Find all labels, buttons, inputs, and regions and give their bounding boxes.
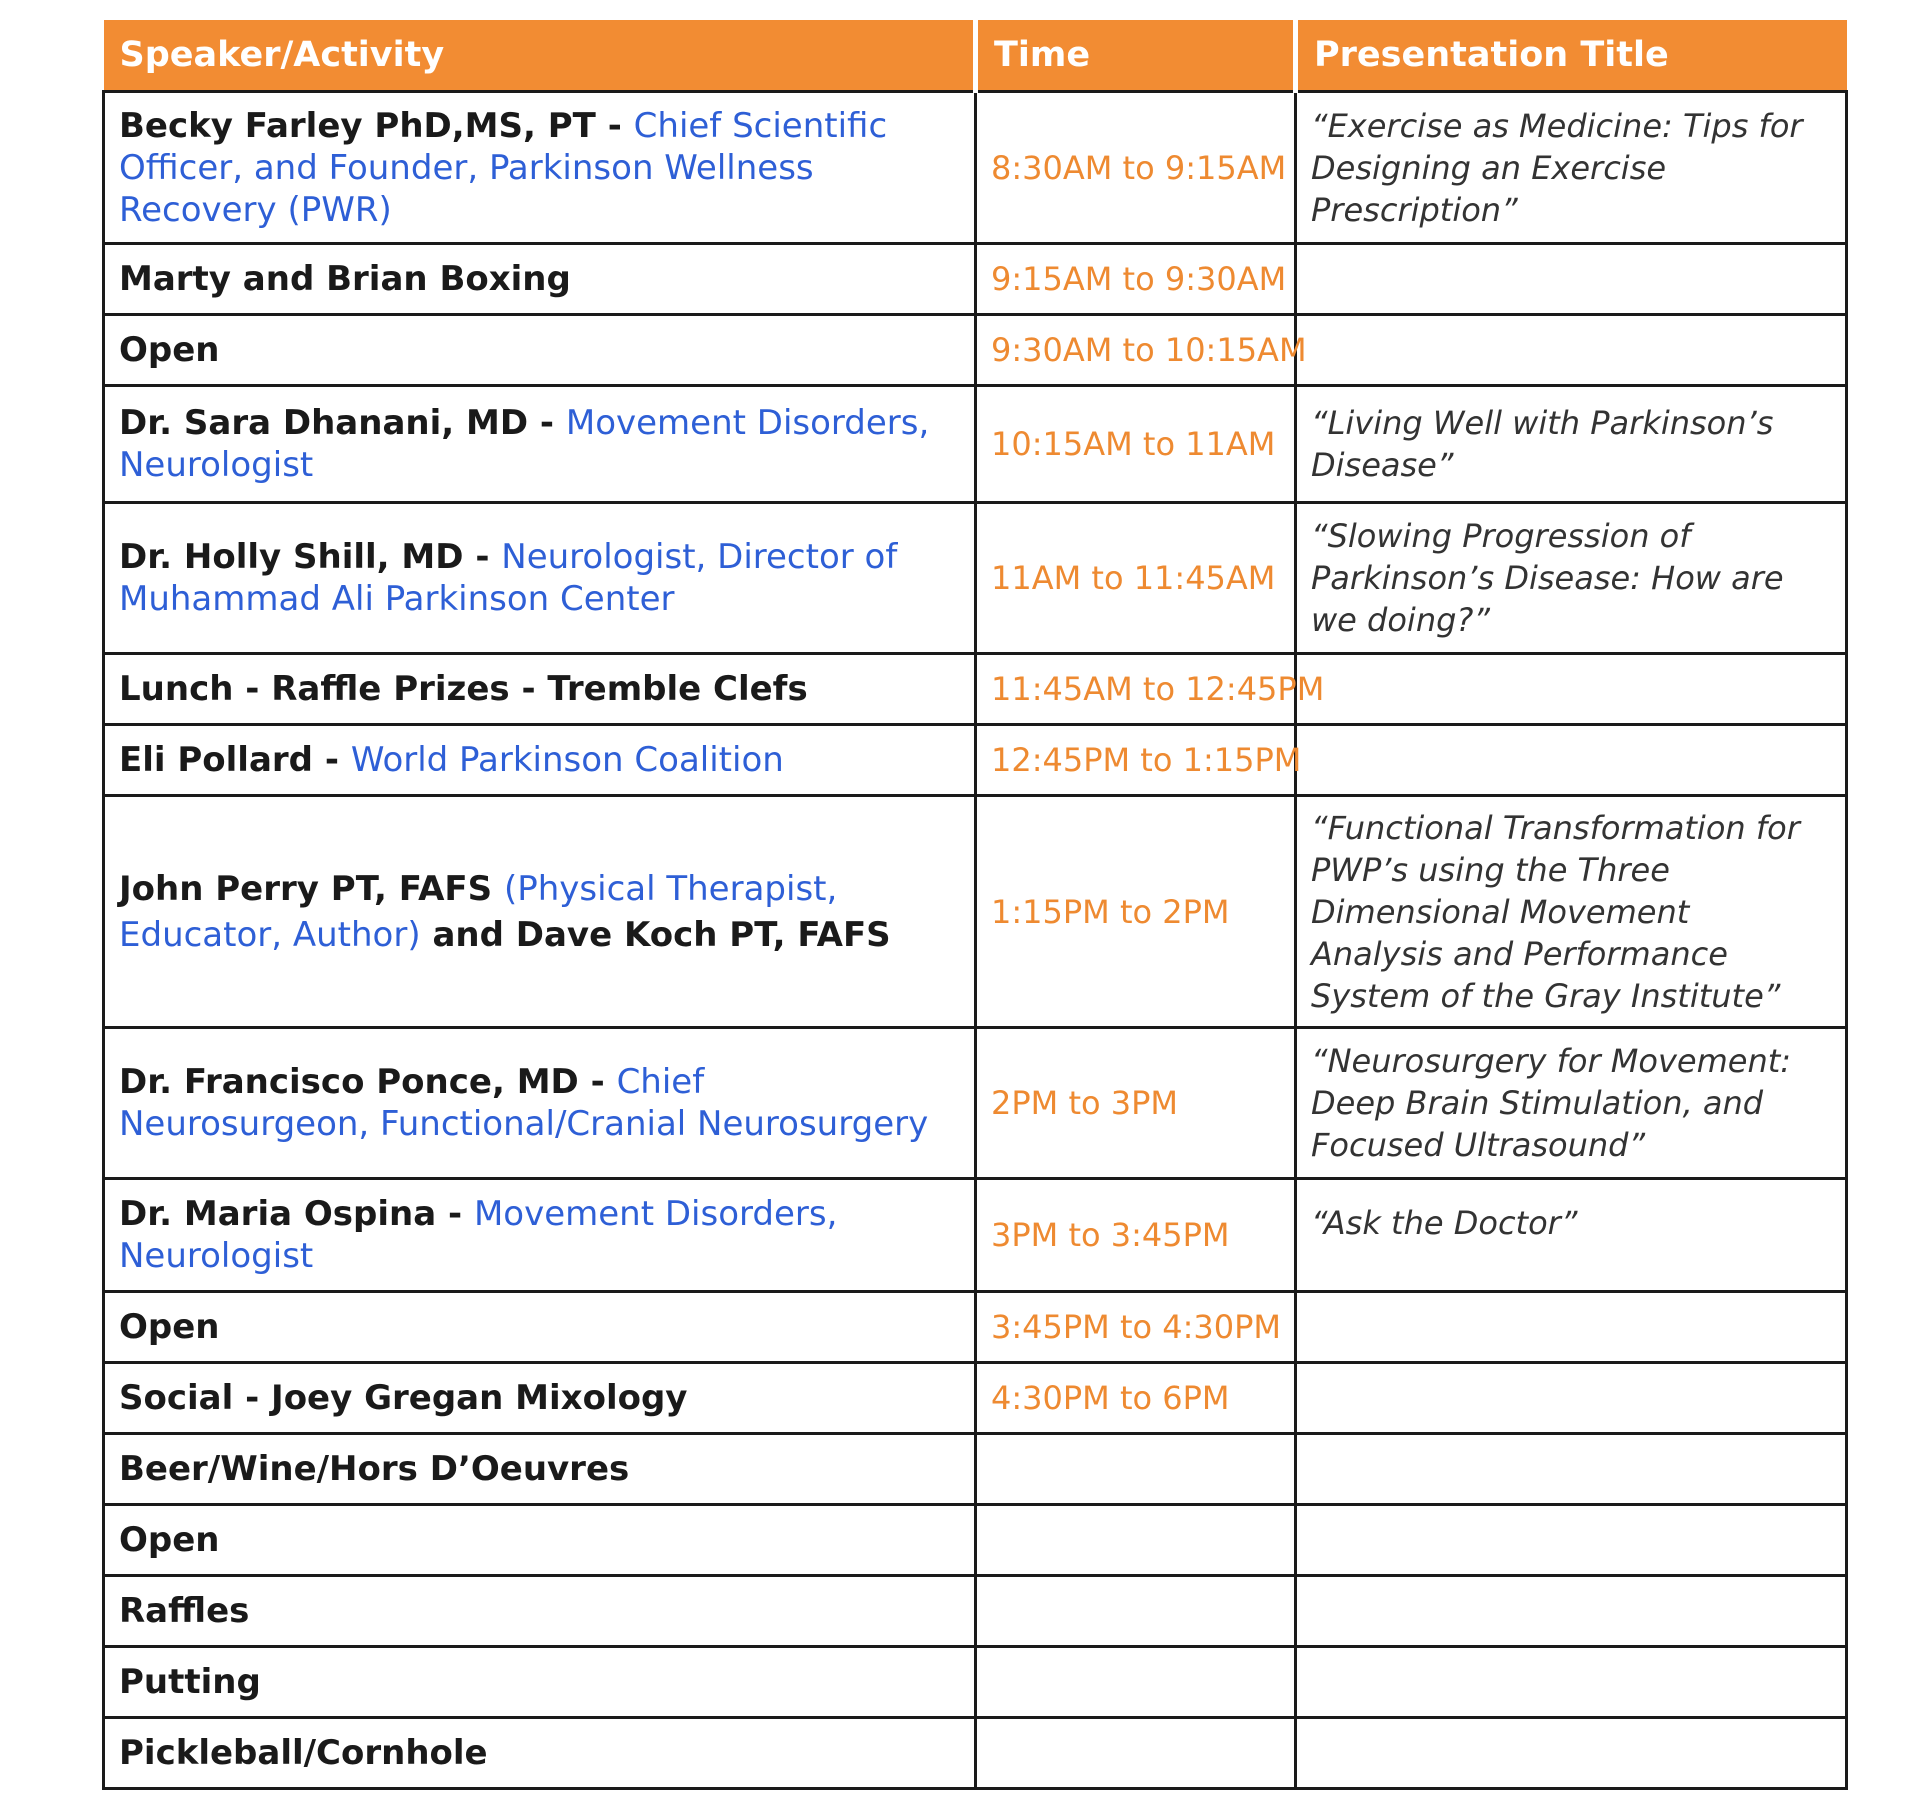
table-row [104,92,1847,244]
speaker-name: Dr. Sara Dhanani, MD [119,403,529,443]
presentation-title-cell [1296,244,1847,315]
speaker-cell [104,1434,976,1505]
speaker-role: Chief Scientific Officer, and Founder, Parkinson Wellness Recovery (PWR) [119,105,888,230]
speaker-name: Marty and Brian Boxing [119,259,571,299]
table-row [104,315,1847,386]
speaker-cell [104,1292,976,1363]
speaker-cell [104,1363,976,1434]
speaker-name: Open [119,330,220,370]
header-time: Time [976,20,1296,92]
table-row [104,244,1847,315]
speaker-separator: - [528,403,566,443]
speaker-name: Pickleball/Cornhole [119,1733,488,1773]
speaker-separator: - [578,1062,617,1102]
presentation-title-cell [1296,725,1847,796]
speaker-role: World Parkinson Coalition [350,740,784,780]
speaker-cell [104,796,976,1028]
time-cell: 3:45PM to 4:30PM [976,1292,1296,1363]
header-presentation-title: Presentation Title [1296,20,1847,92]
table-row [104,1718,1847,1789]
time-cell: 3PM to 3:45PM [976,1179,1296,1292]
speaker-name: Eli Pollard [119,740,314,780]
presentation-title-cell: “Slowing Progression of Parkinson’s Disease: How are we doing?” [1296,503,1847,654]
time-cell: 2PM to 3PM [976,1028,1296,1179]
table-row [104,1647,1847,1718]
header-row [104,20,1847,92]
table-row [104,1028,1847,1179]
time-cell: 9:15AM to 9:30AM [976,244,1296,315]
header-speaker-activity: Speaker/Activity [104,20,976,92]
speaker-cell [104,1179,976,1292]
presentation-title-cell: “Neurosurgery for Movement: Deep Brain Stimulation, and Focused Ultrasound” [1296,1028,1847,1179]
schedule-table [102,20,1848,1790]
speaker-cell [104,92,976,244]
speaker-cell [104,725,976,796]
speaker-cell [104,244,976,315]
table-row [104,1363,1847,1434]
time-cell: 12:45PM to 1:15PM [976,725,1296,796]
speaker-name: Dr. Francisco Ponce, MD [119,1062,579,1102]
presentation-title-cell [1296,654,1847,725]
table-row [104,1434,1847,1505]
presentation-title-cell: “Living Well with Parkinson’s Disease” [1296,386,1847,503]
table-row [104,386,1847,503]
speaker-cell [104,1647,976,1718]
presentation-title-cell [1296,1363,1847,1434]
time-cell [976,1647,1296,1718]
table-row [104,1292,1847,1363]
time-cell [976,1576,1296,1647]
speaker-name: Raffles [119,1591,250,1631]
table-row [104,1576,1847,1647]
speaker-role: Movement Disorders, Neurologist [119,403,930,485]
presentation-title-cell [1296,315,1847,386]
speaker-name: John Perry PT, FAFS [119,868,493,909]
speaker-role: Chief Neurosurgeon, Functional/Cranial Neurosurgery [119,1062,929,1144]
speaker-cell [104,315,976,386]
speaker-role: Neurologist, Director of Muhammad Ali Parkinson Center [119,537,898,619]
speaker-name: Open [119,1307,220,1347]
time-cell: 1:15PM to 2PM [976,796,1296,1028]
speaker-separator: - [436,1194,474,1234]
speaker-name: Dr. Holly Shill, MD [119,537,464,577]
speaker-cell [104,1505,976,1576]
time-cell: 9:30AM to 10:15AM [976,315,1296,386]
speaker-separator: - [313,740,351,780]
table-row [104,1179,1847,1292]
speaker-cell [104,654,976,725]
table-row [104,725,1847,796]
speaker-name: Lunch - Raffle Prizes - Tremble Clefs [119,669,808,709]
table-row [104,1505,1847,1576]
presentation-title-cell [1296,1505,1847,1576]
speaker-name: Social - Joey Gregan Mixology [119,1378,688,1418]
time-cell [976,1505,1296,1576]
presentation-title-cell [1296,1292,1847,1363]
speaker-name: Beer/Wine/Hors D’Oeuvres [119,1449,630,1489]
table-row [104,796,1847,1028]
time-cell [976,1718,1296,1789]
presentation-title-cell: “Functional Transformation for PWP’s using the Three Dimensional Movement Analysis and Performance System of the Gray Institute” [1296,796,1847,1028]
table-row [104,503,1847,654]
speaker-name: Dr. Maria Ospina [119,1194,437,1234]
presentation-title-cell [1296,1647,1847,1718]
speaker-cell [104,503,976,654]
speaker-cell [104,1718,976,1789]
time-cell [976,1434,1296,1505]
speaker-separator [492,869,504,909]
speaker-cell [104,1028,976,1179]
speaker-name: Putting [119,1662,261,1702]
speaker-cell [104,1576,976,1647]
presentation-title-cell [1296,1434,1847,1505]
speaker-cell [104,386,976,503]
presentation-title-cell [1296,1576,1847,1647]
speaker-name-2: and Dave Koch PT, FAFS [420,914,891,955]
time-cell: 11AM to 11:45AM [976,503,1296,654]
presentation-title-cell: “Ask the Doctor” [1296,1179,1847,1292]
time-cell: 4:30PM to 6PM [976,1363,1296,1434]
speaker-role: Movement Disorders, Neurologist [119,1194,838,1276]
speaker-separator: - [463,537,502,577]
speaker-name: Becky Farley PhD,MS, PT [119,105,596,146]
speaker-separator: - [595,105,634,146]
table-row [104,654,1847,725]
time-cell: 11:45AM to 12:45PM [976,654,1296,725]
speaker-role: (Physical Therapist, Educator, Author) [119,868,838,955]
speaker-name: Open [119,1520,220,1560]
presentation-title-cell [1296,1718,1847,1789]
presentation-title-cell: “Exercise as Medicine: Tips for Designing an Exercise Prescription” [1296,92,1847,244]
time-cell: 10:15AM to 11AM [976,386,1296,503]
time-cell: 8:30AM to 9:15AM [976,92,1296,244]
